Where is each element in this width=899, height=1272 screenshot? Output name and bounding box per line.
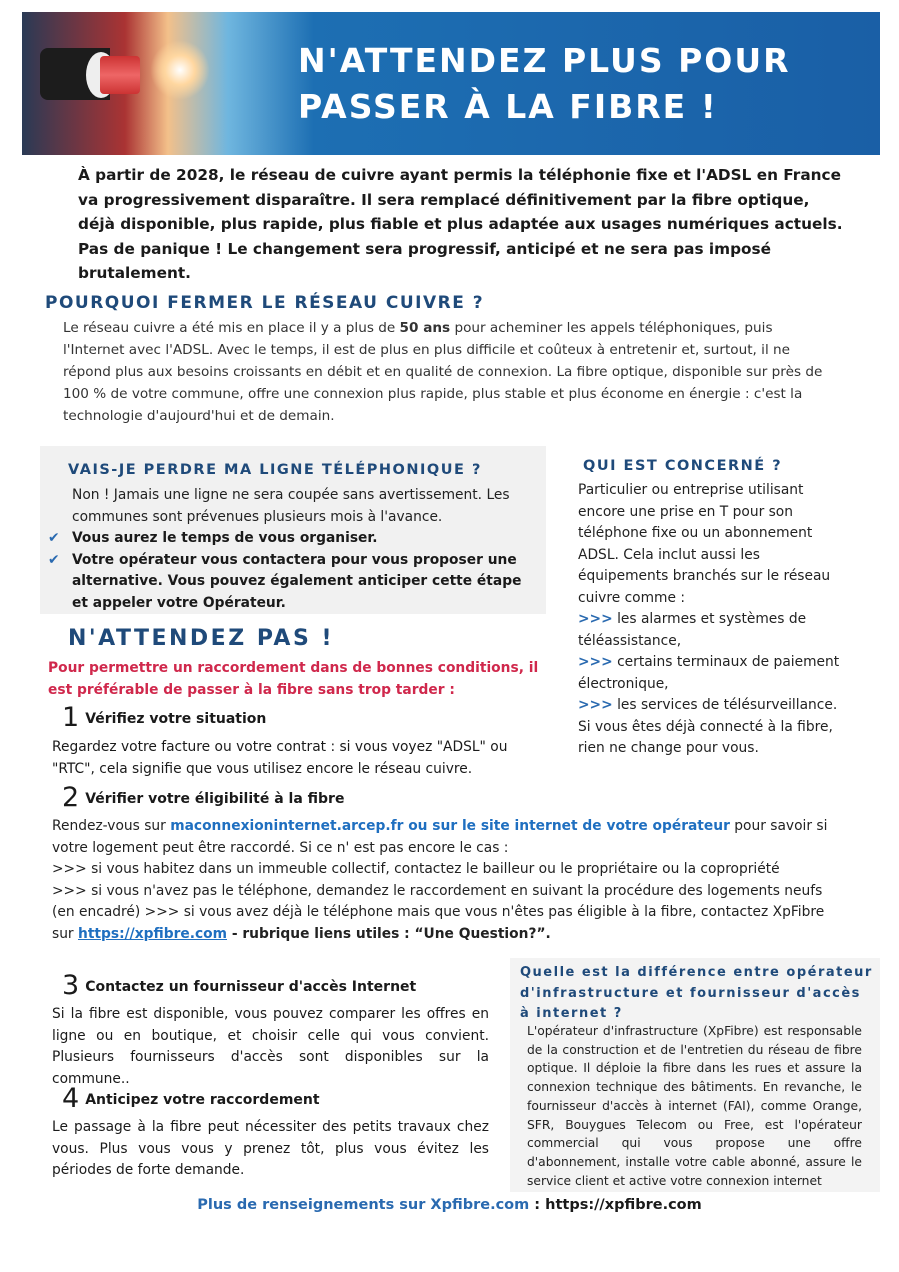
lose-heading: VAIS-JE PERDRE MA LIGNE TÉLÉPHONIQUE ? [68,462,482,478]
step-1-heading [62,702,266,733]
intro-text: À partir de 2028, le réseau de cuivre ayant permis la téléphonie fixe et l'ADSL en France va progressivement disparaître. Il sera remplacé définitivement par la fibre optique, déjà disponible, plus rapide, plus fiable et plus adaptée aux usages numériques actuels. Pas de panique ! Le changement sera progressif, anticipé et ne sera pas imposé brutalement. [78,166,843,282]
step-2-heading [62,782,344,813]
list-item [578,609,853,652]
text: >>> si vous n'avez pas le téléphone, demandez le raccordement en suivant la procédure des logements neufs (en encadré) >>> si vous avez déjà le téléphone mais que vous n'êtes pas éligible à la fibre, contactez XpFibre sur [52,882,825,942]
step-3-text: Si la fibre est disponible, vous pouvez comparer les offres en ligne ou en boutique, et choisir celle qui vous convient. Plusieurs fournisseurs d'accès sont disponibles sur la commune.. [52,1006,489,1087]
wait-heading: N'ATTENDEZ PAS ! [68,626,334,651]
check-icon: ✔ [48,530,60,546]
list-item [48,550,538,615]
why-text-2: pour acheminer les appels téléphoniques, puis l'Internet avec l'ADSL. Avec le temps, il est de plus en plus difficile et coûteux à entretenir et, surtout, il ne répond plus aux besoins croissants en débit et en qualité de connexion. La fibre optique, disponible sur près de 100 % de votre commune, offre une connexion plus rapide, plus stable et plus économe en énergie : c'est la technologie d'aujourd'hui et de demain. [63,320,823,424]
lose-list [48,528,538,614]
step-number: 1 [62,702,80,733]
list-item [48,528,538,550]
wait-lead: Pour permettre un raccordement dans de bonnes conditions, il est préférable de passer à la fibre sans trop tarder : [48,660,539,698]
step-title: Contactez un fournisseur d'accès Internet [85,979,417,995]
list-item [578,695,853,717]
step-number: 3 [62,970,80,1001]
arrow-icon: >>> [578,697,613,713]
footer-url[interactable]: : https://xpfibre.com [529,1197,702,1213]
who-end: Si vous êtes déjà connecté à la fibre, rien ne change pour vous. [578,718,833,756]
who-intro: Particulier ou entreprise utilisant encore une prise en T pour son téléphone fixe ou un abonnement ADSL. Cela inclut aussi les équipements branchés sur le réseau cuivre comme : [578,482,831,606]
difference-text: L'opérateur d'infrastructure (XpFibre) est responsable de la construction et de l'entretien du réseau de fibre optique. Il déploie la fibre dans les rues et assure la connexion technique des bâtiments. En revanche, le fournisseur d'accès à internet (FAI), comme Orange, SFR, Bouygues Telecom ou Free, est l'opérateur commercial qui vous propose une offre d'abonnement, installe votre cable abonné, assure le service client et active votre connexion internet [527,1024,862,1188]
text: Rendez-vous sur [52,818,171,834]
lose-text: Non ! Jamais une ligne ne sera coupée sans avertissement. Les communes sont prévenues plusieurs mois à l'avance. [72,487,510,525]
arrow-icon: >>> [578,611,613,627]
step-1-text: Regardez votre facture ou votre contrat : si vous voyez "ADSL" ou "RTC", cela signifie que vous utilisez encore le réseau cuivre. [52,739,508,777]
footer-link-text[interactable]: Plus de renseignements sur Xpfibre.com [197,1197,530,1213]
step-4-text: Le passage à la fibre peut nécessiter des petits travaux chez vous. Plus vous vous y prenez tôt, plus vous évitez les périodes de forte demande. [52,1119,489,1178]
who-text [578,480,853,760]
why-text-1: Le réseau cuivre a été mis en place il y a plus de [63,320,400,336]
why-bold: 50 ans [399,320,451,336]
list-item-text: Vous aurez le temps de vous organiser. [72,530,378,546]
text: >>> si vous habitez dans un immeuble collectif, contactez le bailleur ou le propriétaire ou la copropriété [52,861,780,877]
step-number: 2 [62,782,80,813]
list-item-text: Votre opérateur vous contactera pour vous proposer une alternative. Vous pouvez également anticiper cette étape et appeler votre Opérateur. [72,551,522,611]
fiber-glow-image [150,40,210,100]
arcep-link[interactable]: maconnexioninternet.arcep.fr ou sur le site internet de votre opérateur [170,818,730,834]
arrow-icon: >>> [578,654,613,670]
step-3-heading [62,970,416,1001]
step-4-heading [62,1083,320,1114]
step-title: Vérifier votre éligibilité à la fibre [85,791,345,807]
list-item-text: les services de télésurveillance. [612,697,838,713]
list-item [578,652,853,695]
list-item-text: les alarmes et systèmes de téléassistance, [578,611,807,649]
text: - rubrique liens utiles : “Une Question?”. [227,925,551,942]
title-line-1: N'ATTENDEZ PLUS POUR [298,41,791,80]
text: pour savoir si votre logement peut être raccordé. Si ce n' est pas encore le cas : [52,818,828,856]
banner-title [298,38,791,130]
list-item-text: certains terminaux de paiement électronique, [578,654,840,692]
check-icon: ✔ [48,551,60,568]
why-text [63,317,838,427]
step-title: Vérifiez votre situation [85,711,267,727]
why-heading: POURQUOI FERMER LE RÉSEAU CUIVRE ? [45,293,485,313]
difference-heading: Quelle est la différence entre opérateur d'infrastructure et fournisseur d'accès à internet ? [520,965,873,1021]
title-line-2: PASSER À LA FIBRE ! [298,87,718,126]
cable-wires-image [100,56,140,94]
footer [0,1197,899,1213]
step-number: 4 [62,1083,80,1114]
who-heading: QUI EST CONCERNÉ ? [583,458,783,474]
xpfibre-link[interactable]: https://xpfibre.com [78,925,228,942]
step-2-text [52,816,847,945]
step-title: Anticipez votre raccordement [85,1092,320,1108]
